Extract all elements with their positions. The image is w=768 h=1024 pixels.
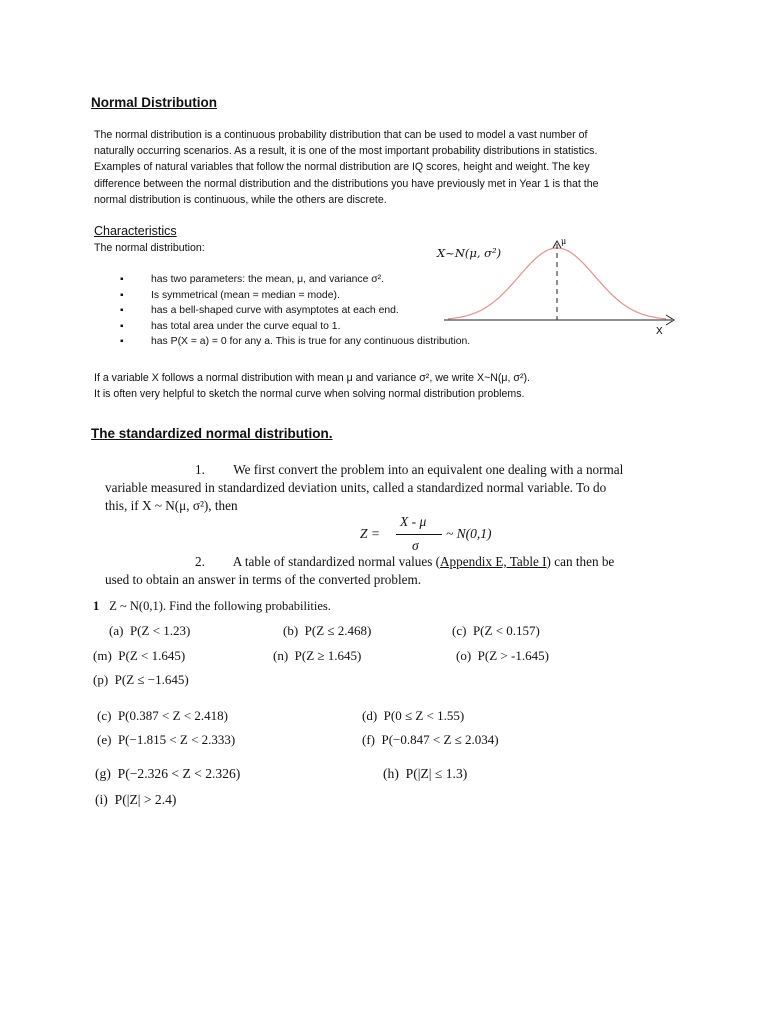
item-label: (a) bbox=[109, 623, 124, 638]
item-expr: P(0.387 < Z < 2.418) bbox=[117, 708, 228, 723]
characteristic-item: ▪ Is symmetrical (mean = median = mode). bbox=[120, 288, 470, 304]
formula-lhs: Z = bbox=[360, 526, 380, 541]
item-label: (o) bbox=[456, 648, 472, 663]
item-label: (i) bbox=[95, 792, 108, 807]
section-title-standardized: The standardized normal distribution. bbox=[91, 426, 333, 441]
question-number: 1 bbox=[93, 599, 100, 613]
question-item bbox=[95, 792, 176, 808]
definition-line: If a variable X follows a normal distribution with mean μ and variance σ², we write X~N(μ, σ²). bbox=[94, 372, 530, 384]
intro-line: Examples of natural variables that follow the normal distribution are IQ scores, height and weight. The key bbox=[94, 161, 590, 174]
question-prompt: Z ~ N(0,1). Find the following probabilities. bbox=[109, 599, 331, 613]
item-label: (f) bbox=[362, 732, 375, 747]
characteristics-subheading: The normal distribution: bbox=[94, 242, 205, 254]
question-item bbox=[95, 766, 240, 782]
question-item bbox=[273, 648, 361, 664]
formula-denominator: σ bbox=[412, 538, 419, 553]
intro-line: The normal distribution is a continuous probability distribution that can be used to model a vast number of bbox=[94, 129, 588, 141]
step-text: this, if X ~ N(μ, σ²), then bbox=[105, 498, 238, 513]
item-expr: P(0 ≤ Z < 1.55) bbox=[383, 708, 465, 723]
item-expr: P(|Z| ≤ 1.3) bbox=[405, 766, 468, 781]
item-label: (d) bbox=[362, 708, 378, 723]
item-expr: P(Z < 1.23) bbox=[129, 623, 191, 638]
item-expr: P(Z < 1.645) bbox=[118, 648, 186, 663]
intro-paragraph bbox=[94, 127, 672, 208]
x-label: X bbox=[656, 326, 663, 337]
question-item bbox=[362, 732, 499, 748]
item-expr: P(−2.326 < Z < 2.326) bbox=[117, 766, 241, 781]
step-text: used to obtain an answer in terms of the converted problem. bbox=[105, 572, 422, 587]
question-item bbox=[452, 623, 540, 639]
question-item bbox=[93, 648, 185, 664]
formula-numerator: X - μ bbox=[400, 514, 427, 529]
characteristics-list bbox=[120, 272, 470, 350]
question-item bbox=[97, 708, 228, 724]
characteristic-item: ▪ has a bell-shaped curve with asymptotes at each end. bbox=[120, 303, 470, 319]
item-expr: P(Z ≤ 2.468) bbox=[304, 623, 372, 638]
question-item bbox=[383, 766, 467, 782]
item-label: (c) bbox=[452, 623, 467, 638]
question-item bbox=[362, 708, 464, 724]
item-label: (h) bbox=[383, 766, 399, 781]
section-title-normal-distribution: Normal Distribution bbox=[91, 95, 218, 110]
step-1-paragraph bbox=[105, 461, 675, 515]
item-label: (b) bbox=[283, 623, 299, 638]
question-item bbox=[283, 623, 371, 639]
step-number: 1. bbox=[195, 462, 205, 477]
characteristic-item: ▪ has two parameters: the mean, μ, and variance σ². bbox=[120, 272, 470, 288]
characteristics-heading: Characteristics bbox=[94, 224, 177, 238]
step-2-paragraph bbox=[105, 553, 675, 589]
question-item bbox=[456, 648, 549, 664]
item-label: (c) bbox=[97, 708, 112, 723]
intro-line: normal distribution is continuous, while the others are discrete. bbox=[94, 193, 387, 206]
step-text: variable measured in standardized deviation units, called a standardized normal variable. To do bbox=[105, 480, 607, 495]
question-item bbox=[109, 623, 190, 639]
item-expr: P(Z ≤ −1.645) bbox=[114, 672, 189, 687]
item-expr: P(Z < 0.157) bbox=[472, 623, 540, 638]
question-item bbox=[97, 732, 235, 748]
item-label: (n) bbox=[273, 648, 289, 663]
step-text: ) can then be bbox=[546, 554, 615, 569]
characteristic-item: ▪ has total area under the curve equal to 1. bbox=[120, 319, 470, 335]
mu-label: μ bbox=[561, 237, 567, 246]
definition-line: It is often very helpful to sketch the normal curve when solving normal distribution problems. bbox=[94, 388, 525, 400]
item-label: (e) bbox=[97, 732, 112, 747]
standardization-formula bbox=[360, 514, 520, 556]
distribution-notation: X~N(μ, σ²) bbox=[437, 246, 502, 260]
normal-curve-graph bbox=[440, 234, 680, 339]
item-expr: P(Z > -1.645) bbox=[477, 648, 549, 663]
step-number: 2. bbox=[195, 554, 205, 569]
item-expr: P(−0.847 < Z ≤ 2.034) bbox=[381, 732, 499, 747]
intro-line: difference between the normal distribution and the distributions you have previously met in Year 1 is that the bbox=[94, 177, 599, 190]
item-label: (p) bbox=[93, 672, 109, 687]
intro-line: naturally occurring scenarios. As a result, it is one of the most important probability distributions in statistics. bbox=[94, 145, 598, 158]
step-text: A table of standardized normal values ( bbox=[232, 554, 441, 569]
step-text: We first convert the problem into an equivalent one dealing with a normal bbox=[233, 462, 624, 477]
item-expr: P(|Z| > 2.4) bbox=[114, 792, 177, 807]
item-expr: P(Z ≥ 1.645) bbox=[294, 648, 362, 663]
definition-text bbox=[94, 370, 694, 402]
question-item bbox=[93, 672, 189, 688]
item-label: (g) bbox=[95, 766, 111, 781]
item-label: (m) bbox=[93, 648, 112, 663]
formula-rhs: ~ N(0,1) bbox=[446, 526, 492, 541]
item-expr: P(−1.815 < Z < 2.333) bbox=[117, 732, 236, 747]
appendix-link[interactable]: Appendix E, Table I bbox=[440, 554, 547, 569]
characteristic-item: ▪ has P(X = a) = 0 for any a. This is true for any continuous distribution. bbox=[120, 334, 470, 350]
question-heading bbox=[93, 599, 331, 614]
